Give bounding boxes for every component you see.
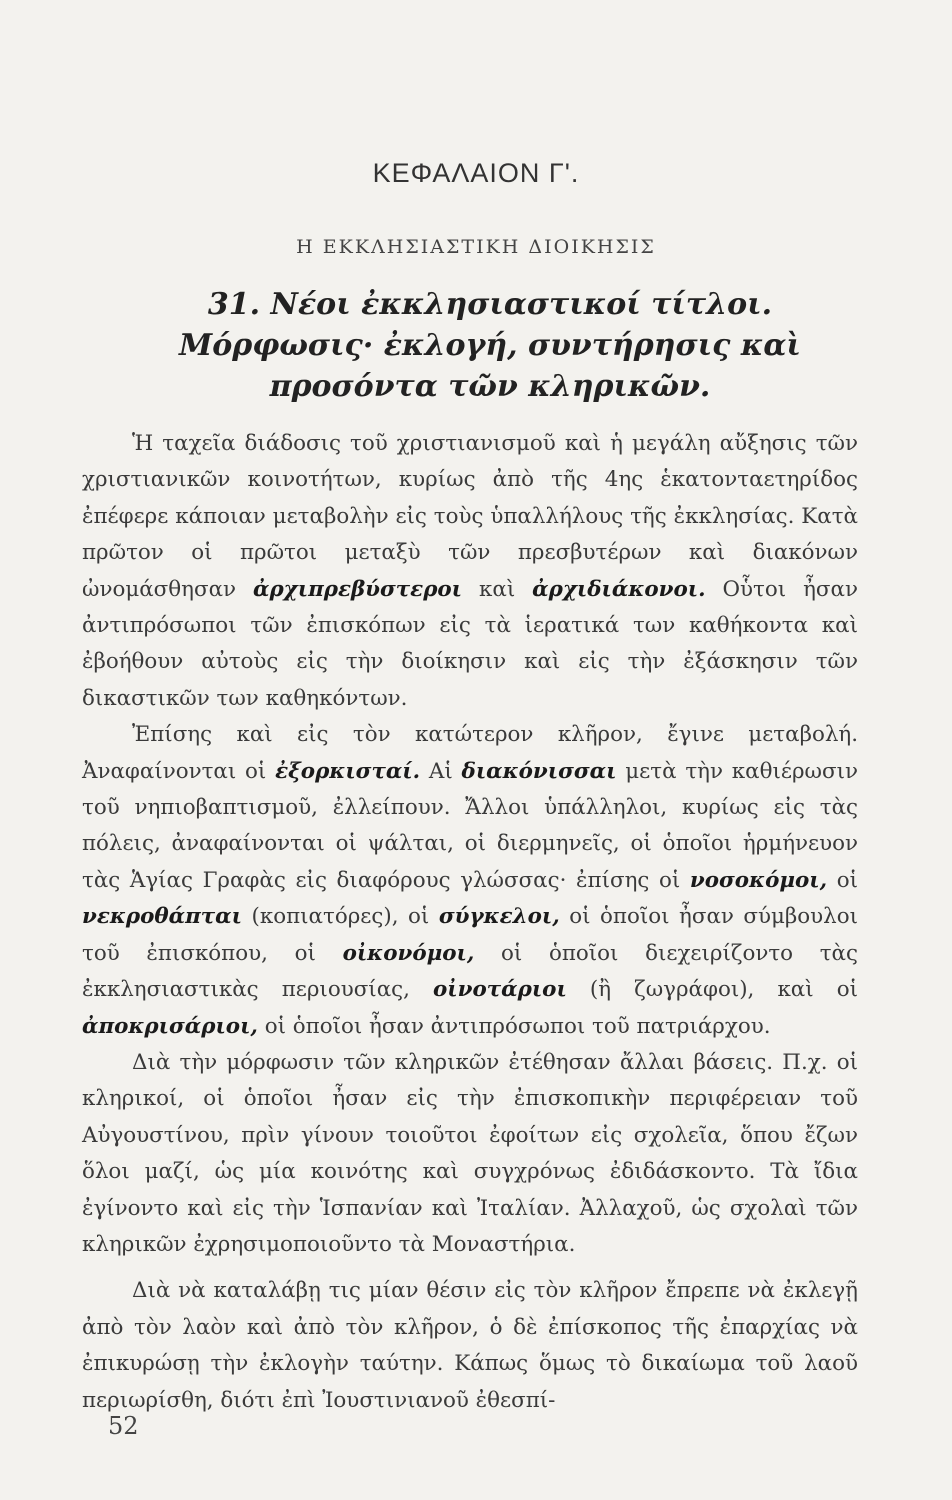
text: Ἡ ταχεῖα διάδοσις τοῦ χριστιανισμοῦ καὶ ἡ μεγάλη αὔξησις τῶν χριστιανικῶν κοινοτήτων, κυρίως ἀπὸ τῆς 4ης ἑκατονταετηρίδος ἐπέφερε κάποιαν μεταβολὴν εἰς τοὺς ὑπαλλήλους τῆς ἐκκλησίας. Κατὰ πρῶτον οἱ πρῶτοι μεταξὺ τῶν πρεσβυτέρων καὶ διακόνων ὠνομάσθησαν <box>82 431 858 602</box>
text: οἱ ὁποῖοι διεχειρίζοντο τὰς ἐκκλησιαστικὰς περιουσίας, <box>82 940 858 1003</box>
text: Διὰ τὴν μόρφωσιν τῶν κληρικῶν ἐτέθησαν ἄλλαι βάσεις. Π.χ. οἱ κληρικοί, οἱ ὁποῖοι ἦσαν εἰς τὴν ἐπισκοπικὴν περιφέρειαν τοῦ Αὐγουστίνου, πρὶν γίνουν τοιοῦτοι ἐφοίτων εἰς σχολεῖα, ὅπου ἔζων ὅλοι μαζί, ὡς μία κοινότης καὶ συγχρόνως ἐδιδάσκοντο. Τὰ ἴδια ἐγίνοντο καὶ εἰς τὴν Ἱσπανίαν καὶ Ἰταλίαν. Ἀλλαχοῦ, ὡς σχολαὶ τῶν κληρικῶν ἐχρησιμοποιοῦντο τὰ Μοναστήρια. <box>82 1049 858 1257</box>
body-text <box>82 426 858 1419</box>
paragraph-4 <box>82 1273 858 1419</box>
text: (ἢ ζωγράφοι), καὶ οἱ <box>589 977 858 1003</box>
section-title: 31. Νέοι ἐκκλησιαστικοί τίτλοι. Μόρφωσις· ἐκλογή, συντήρησις καὶ προσόντα τῶν κληρικῶν. <box>179 287 801 404</box>
term: ἀποκρισάριοι, <box>82 1013 258 1039</box>
term: οἰνοτάριοι <box>433 977 567 1003</box>
text: οἱ <box>836 867 858 893</box>
term: ἀρχιπρεβύστεροι <box>252 576 463 602</box>
term: ἀρχιδιάκονοι. <box>532 576 706 602</box>
paragraph-1 <box>82 426 858 717</box>
chapter-heading: ΚΕΦΑΛΑΙΟΝ Γ'. <box>372 158 580 188</box>
term: οἰκονόμοι, <box>342 940 475 966</box>
text: μετὰ τὴν καθιέρωσιν τοῦ νηπιοβαπτισμοῦ, ἐλλείπουν. Ἄλλοι ὑπάλληλοι, κυρίως εἰς τὰς πόλεις, ἀναφαίνονται οἱ ψάλται, οἱ διερμηνεῖς, οἱ ὁποῖοι ἡρμήνευον τὰς Ἁγίας Γραφὰς εἰς διαφόρους γλώσσας· ἐπίσης οἱ <box>82 758 858 893</box>
chapter-subtitle: Η ΕΚΚΛΗΣΙΑΣΤΙΚΗ ΔΙΟΙΚΗΣΙΣ <box>296 236 656 258</box>
text: Οὗτοι ἦσαν ἀντιπρόσωποι τῶν ἐπισκόπων εἰς τὰ ἱερατικά των καθήκοντα καὶ ἐβοήθουν αὐτοὺς εἰς τὴν διοίκησιν καὶ εἰς τὴν ἐξάσκησιν τῶν δικαστικῶν των καθηκόντων. <box>82 576 858 711</box>
term: σύγκελοι, <box>438 904 560 930</box>
term: ἐξορκισταί. <box>275 758 421 784</box>
text: οἱ ὁποῖοι ἦσαν ἀντιπρόσωποι τοῦ πατριάρχου. <box>264 1013 771 1039</box>
paragraph-3 <box>82 1045 858 1263</box>
paragraph-2 <box>82 717 858 1045</box>
text: Αἱ <box>428 758 453 784</box>
term: διακόνισσαι <box>461 758 617 784</box>
text: οἱ ὁποῖοι ἦσαν σύμβουλοι τοῦ ἐπισκόπου, οἱ <box>82 904 859 966</box>
text: (κοπιατόρες), οἱ <box>251 904 430 930</box>
page-number: 52 <box>108 1412 139 1440</box>
text: Ἐπίσης καὶ εἰς τὸν κατώτερον κλῆρον, ἔγινε μεταβολή. Ἀναφαίνονται οἱ <box>82 722 858 784</box>
text: Διὰ νὰ καταλάβῃ τις μίαν θέσιν εἰς τὸν κλῆρον ἔπρεπε νὰ ἐκλεγῇ ἀπὸ τὸν λαὸν καὶ ἀπὸ τὸν κλῆρον, ὁ δὲ ἐπίσκοπος τῆς ἐπαρχίας νὰ ἐπικυρώσῃ τὴν ἐκλογὴν ταύτην. Κάπως ὅμως τὸ δικαίωμα τοῦ λαοῦ περιωρίσθη, διότι ἐπὶ Ἰουστινιανοῦ ἐθεσπί- <box>82 1278 858 1413</box>
text: καὶ <box>479 576 516 602</box>
term: νεκροθάπται <box>82 904 242 930</box>
term: νοσοκόμοι, <box>689 867 828 893</box>
